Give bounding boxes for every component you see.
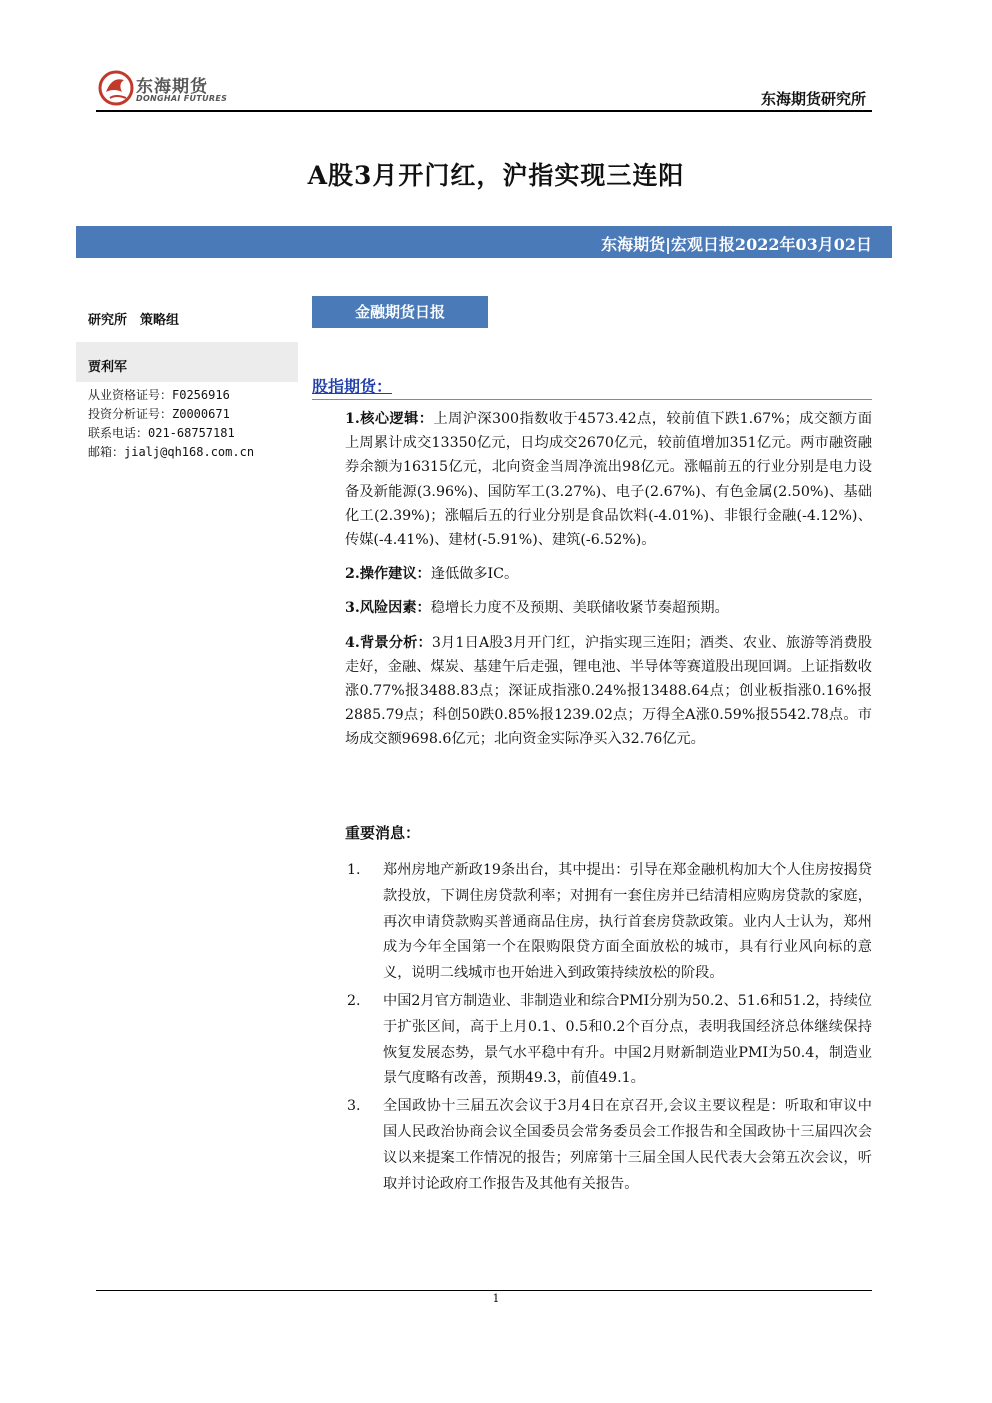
paragraph-text: 上周沪深300指数收于4573.42点，较前值下跌1.67%；成交额方面上周累计成交13350亿元，日均成交2670亿元，较前值增加351亿元。两市融资融券余额为16315亿元，北向资金当周净流出98亿元。涨幅前五的行业分别是电力设备及新能源(3.96%)、国防军工(3.27%)、电子(2.67%)、有色金属(2.50%)、基础化工(2.39%)；涨幅后五的行业分别是食品饮料(-4.01%)、非银行金融(-4.12%)、传媒(-4.41%)、建材(-5.91%)、建筑(-6.52%)。 — [345, 411, 873, 549]
list-item — [345, 1094, 872, 1197]
paragraph-text: 稳增长力度不及预期、美联储收紧节奏超预期。 — [430, 600, 729, 617]
paragraph-label: 3.风险因素： — [345, 600, 431, 617]
report-info-bar — [76, 226, 892, 258]
list-item-text: 全国政协十三届五次会议于3月4日在京召开,会议主要议程是：听取和审议中国人民政治协商会议全国委员会常务委员会工作报告和全国政协十三届四次会议以来提案工作情况的报告；列席第十三届全国人民代表大会第五次会议，听取并讨论政府工作报告及其他有关报告。 — [383, 1098, 872, 1192]
list-item-text: 中国2月官方制造业、非制造业和综合PMI分别为50.2、51.6和51.2，持续位于扩张区间，高于上月0.1、0.5和0.2个百分点，表明我国经济总体继续保持恢复发展态势，景气水平稳中有升。中国2月财新制造业PMI为50.4，制造业景气度略有改善，预期49.3，前值49.1。 — [383, 992, 872, 1087]
logo-text-cn: 东海期货 — [136, 77, 208, 97]
paragraph-text: 逢低做多IC。 — [430, 566, 519, 583]
list-item-number: 2. — [347, 992, 361, 1009]
analysis-body — [345, 407, 872, 762]
list-item — [345, 989, 872, 1092]
author-name: 贾利军 — [88, 360, 128, 375]
qualification-number: 从业资格证号：F0256916 — [88, 388, 230, 402]
news-heading: 重要消息： — [345, 824, 421, 842]
page-number: 1 — [492, 1292, 500, 1305]
phone-number: 联系电话：021-68757181 — [88, 426, 235, 440]
subsection-heading: 股指期货： — [312, 377, 393, 396]
subsection-rule — [312, 399, 872, 400]
company-logo-icon — [98, 68, 134, 108]
header-rule — [96, 110, 872, 112]
paragraph-suggestion — [345, 562, 872, 586]
section-badge: 金融期货日报 — [312, 296, 488, 328]
company-logo — [98, 66, 278, 110]
analyst-number: 投资分析证号：Z0000671 — [88, 407, 230, 421]
paragraph-label: 4.背景分析： — [345, 634, 432, 651]
header-institute: 东海期货研究所 — [760, 90, 866, 108]
report-info-text: 东海期货|宏观日报2022年03月02日 — [601, 235, 872, 254]
news-list — [345, 858, 872, 1199]
footer-rule — [96, 1290, 872, 1291]
paragraph-core-logic — [345, 407, 872, 552]
list-item — [345, 858, 872, 987]
author-contacts — [88, 386, 254, 462]
paragraph-risk — [345, 596, 872, 620]
list-item-number: 1. — [347, 862, 361, 878]
paragraph-label: 1.核心逻辑： — [345, 411, 434, 427]
report-title: A股3月开门红，沪指实现三连阳 — [307, 161, 685, 190]
list-item-text: 郑州房地产新政19条出台，其中提出：引导在郑金融机构加大个人住房按揭贷款投放，下调住房贷款利率；对拥有一套住房并已结清相应购房贷款的家庭，再次申请贷款购买普通商品住房，执行首套房贷款政策。业内人士认为，郑州成为今年全国第一个在限购限贷方面全面放松的城市，具有行业风向标的意义，说明二线城市也开始进入到政策持续放松的阶段。 — [383, 862, 872, 982]
list-item-number: 3. — [347, 1098, 361, 1115]
email-address[interactable]: 邮箱：jialj@qh168.com.cn — [88, 445, 255, 459]
department-label: 研究所 策略组 — [88, 313, 180, 328]
logo-text-en: DONGHAI FUTURES — [136, 94, 228, 103]
paragraph-label: 2.操作建议： — [345, 566, 431, 583]
paragraph-background — [345, 631, 872, 752]
author-box — [76, 342, 298, 382]
paragraph-text: 3月1日A股3月开门红，沪指实现三连阳；酒类、农业、旅游等消费股走好，金融、煤炭、基建午后走强，锂电池、半导体等赛道股出现回调。上证指数收涨0.77%报3488.83点；深证成指涨0.24%报13488.64点；创业板指涨0.16%报2885.79点；科创50跌0.85%报1239.02点；万得全A涨0.59%报5542.78点。市场成交额9698.6亿元；北向资金实际净买入32.76亿元。 — [345, 634, 873, 748]
